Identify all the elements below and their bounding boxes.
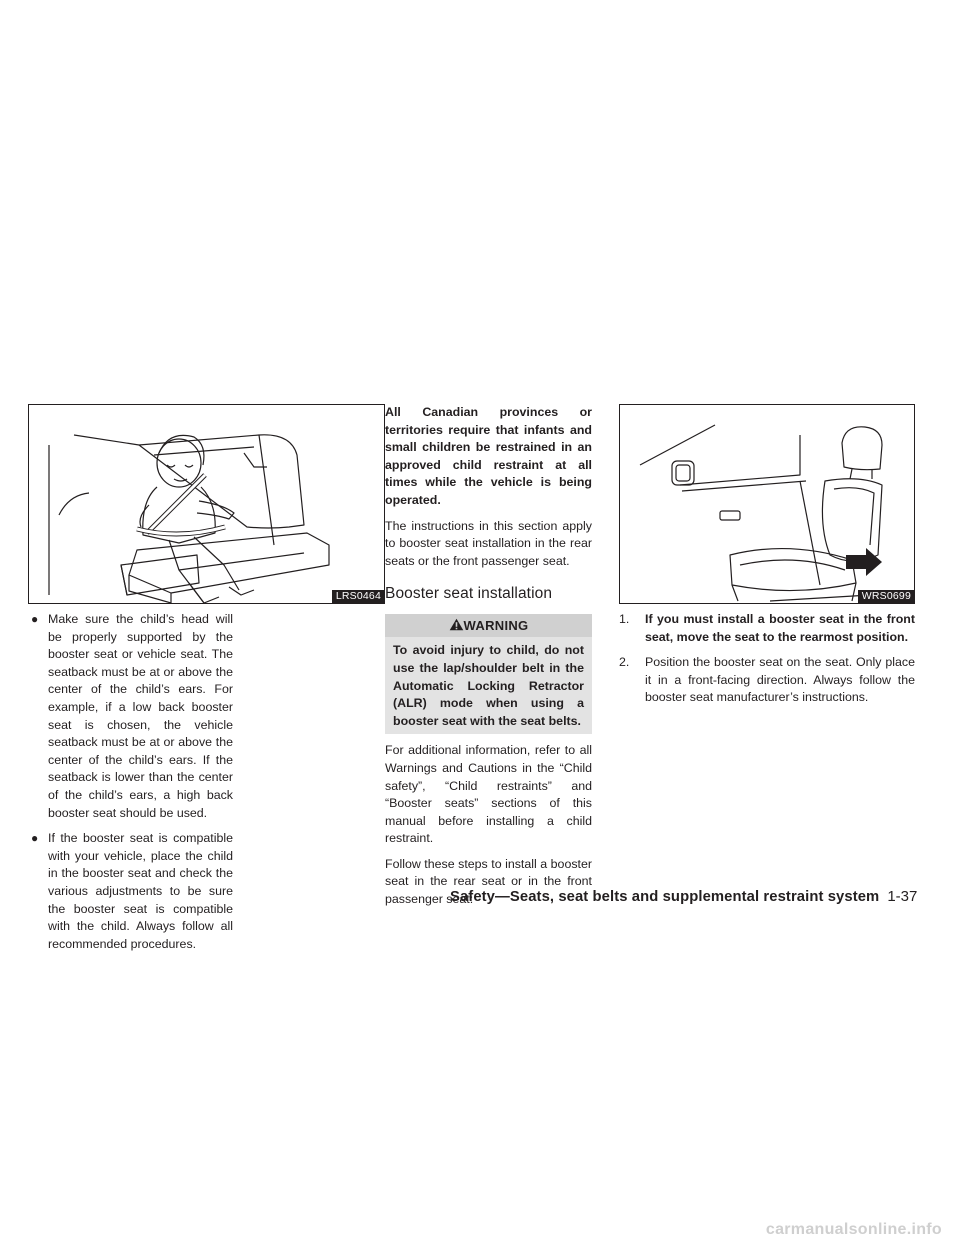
canadian-note: All Canadian provinces or territories require that infants and small children be restrained in an approved child restraint at all times while the vehicle is being operated. [385, 405, 592, 507]
middle-column [385, 404, 592, 909]
right-column [619, 404, 915, 707]
child-in-booster-seat-illustration [29, 405, 384, 603]
warning-text: To avoid injury to child, do not use the lap/shoulder belt in the Automatic Locking Retractor (ALR) mode when using a booster seat with the seat belts. [393, 643, 584, 728]
step-item [619, 611, 915, 646]
footer-section-title: Safety—Seats, seat belts and supplemental restraint system [450, 889, 880, 905]
instructions-paragraph: The instructions in this section apply to booster seat installation in the rear seats or the front passenger seat. [385, 518, 592, 568]
figure-code: WRS0699 [858, 590, 914, 603]
bullet-icon: ● [31, 831, 39, 846]
bullet-text: If the booster seat is compatible with your vehicle, place the child in the booster seat and check the various adjustments to be sure the booster seat is compatible with the child. Always follow all recommended procedures. [48, 831, 233, 951]
bullet-item [28, 611, 233, 822]
steps-intro-paragraph: Follow these steps to install a booster seat in the rear seat or in the front passenger seat: [385, 856, 592, 907]
front-seat-rearmost-illustration [620, 405, 914, 603]
warning-title [385, 614, 592, 637]
page-footer [450, 888, 916, 906]
step-text: If you must install a booster seat in the front seat, move the seat to the rearmost position. [645, 612, 915, 644]
watermark: carmanualsonline.info [765, 1221, 942, 1238]
step-item [619, 654, 915, 707]
page-number: 1-37 [887, 888, 918, 905]
warning-box [385, 614, 592, 734]
bullet-icon: ● [31, 612, 39, 626]
step-number: 2. [619, 655, 630, 670]
left-column [28, 404, 381, 953]
warning-triangle-icon [449, 618, 464, 631]
bullet-item [28, 830, 233, 953]
section-heading: Booster seat installation [385, 585, 553, 603]
figure-child-booster-seat [28, 404, 385, 604]
bullet-text: Make sure the child’s head will be properly supported by the booster seat or vehicle seat. The seatback must be at or above the center of the child’s ears. For example, if a low back booster seat is chosen, the vehicle seatback must be at or above the center of the child’s ears. If the seatback is lower than the center of the child’s ears, a high back booster seat should be used. [48, 612, 233, 820]
figure-code: LRS0464 [332, 590, 384, 603]
additional-info-paragraph: For additional information, refer to all Warnings and Cautions in the “Child safety”, “Child restraints” and “Booster seats” sections of this manual before installing a child restraint. [385, 743, 592, 846]
step-number: 1. [619, 612, 630, 626]
warning-title-text: WARNING [463, 618, 529, 634]
figure-front-seat [619, 404, 915, 604]
step-text: Position the booster seat on the seat. Only place it in a front-facing direction. Always follow the booster seat manufacturer’s instructions. [645, 655, 915, 705]
